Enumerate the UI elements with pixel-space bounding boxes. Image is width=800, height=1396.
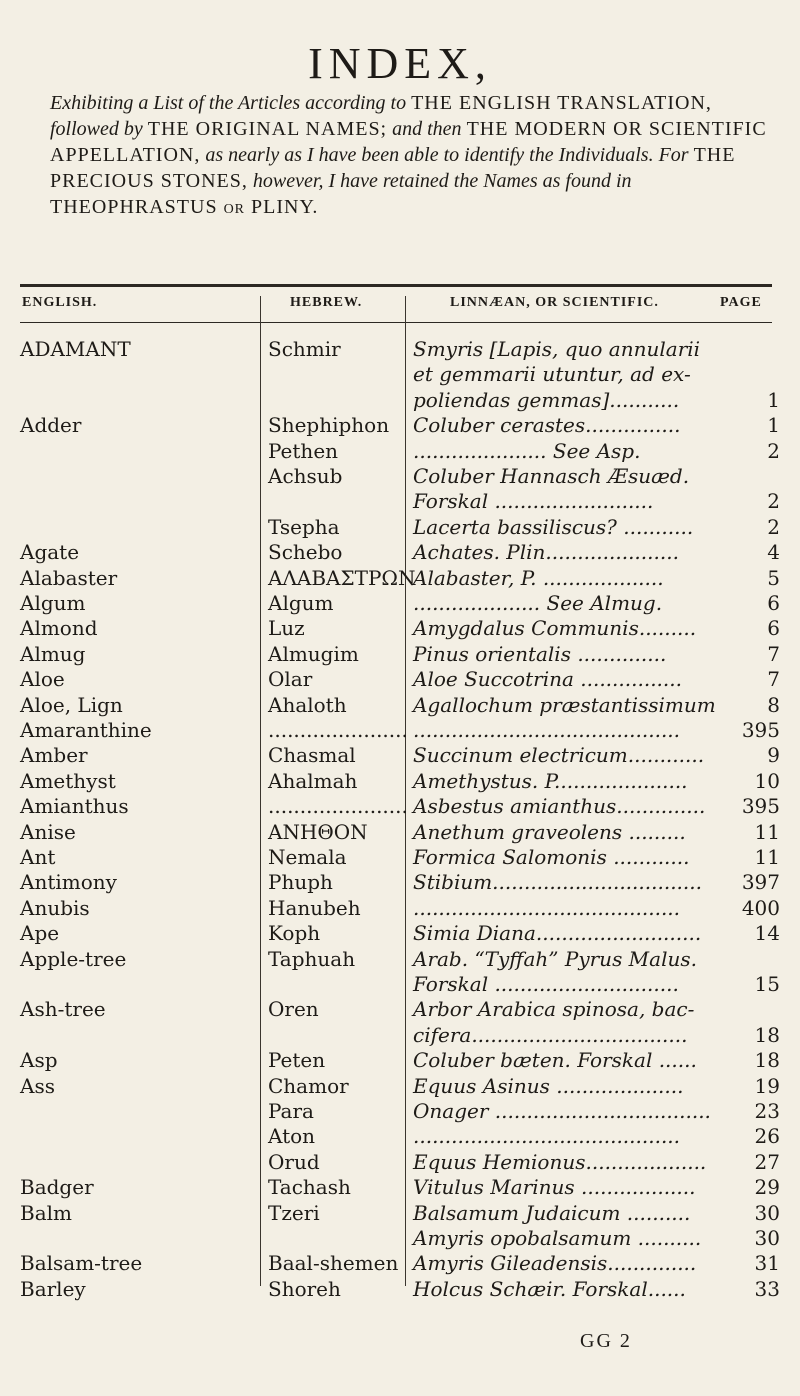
linnaean-cell: Simia Diana.......................... (413, 921, 702, 946)
intro-original: THE ORIGINAL NAMES; (147, 118, 388, 140)
page-cell: 27 (754, 1149, 780, 1174)
page-cell: 15 (754, 972, 780, 996)
linnaean-cell: Amethystus. P..................... (413, 768, 688, 793)
linnaean-cell: Amyris opobalsamum .......... (413, 1226, 702, 1250)
table-row (0, 1123, 800, 1149)
table-row (0, 742, 800, 768)
linnaean-cell: Coluber Hannasch Æsuæd. (413, 464, 690, 488)
page-cell: 2 (767, 438, 780, 463)
english-cell: Alabaster (20, 565, 118, 590)
linnaean-cell: Onager .................................. (413, 1099, 711, 1123)
page-cell: 31 (754, 1251, 780, 1276)
table-row (0, 819, 800, 845)
hebrew-cell: Tsepha (268, 514, 340, 539)
linnaean-cell: Pinus orientalis .............. (413, 641, 667, 666)
hebrew-cell: Achsub (268, 464, 343, 488)
intro-part-1: Exhibiting a List of the Articles according to (50, 92, 412, 114)
hebrew-cell: ...................... (268, 718, 408, 742)
linnaean-cell: Alabaster, P. ................... (413, 565, 664, 590)
english-cell: Balsam-tree (20, 1251, 143, 1276)
header-linnaean: LINNÆAN, OR SCIENTIFIC. (450, 295, 659, 310)
intro-precious: THE PRECIOUS STONES, (50, 144, 736, 192)
english-cell: Barley (20, 1276, 86, 1301)
page-cell: 30 (754, 1200, 780, 1225)
table-row (0, 641, 800, 667)
english-cell: Balm (20, 1200, 72, 1225)
hebrew-cell: Chamor (268, 1073, 349, 1098)
page-cell: 395 (741, 718, 780, 742)
table-row (0, 717, 800, 743)
page-cell: 2 (767, 489, 780, 514)
table-row (0, 336, 800, 362)
intro-english: THE ENGLISH TRANSLATION, (411, 92, 712, 114)
hebrew-cell: Baal-shemen (268, 1251, 399, 1276)
hebrew-cell: Oren (268, 997, 319, 1022)
hebrew-cell: Koph (268, 921, 321, 946)
hebrew-cell: Ahalmah (268, 768, 358, 793)
hebrew-cell: Para (268, 1099, 314, 1123)
linnaean-cell: Vitulus Marinus .................. (413, 1175, 696, 1200)
table-row (0, 539, 800, 565)
page-cell: 23 (754, 1099, 780, 1123)
header-page: PAGE (720, 295, 762, 310)
page-cell: 10 (754, 768, 780, 793)
hebrew-cell: Orud (268, 1149, 320, 1174)
hebrew-cell: ΑΝΗΘΟΝ (268, 819, 368, 844)
english-cell: Ape (20, 921, 60, 946)
page-cell: 395 (741, 794, 780, 819)
english-cell: Almond (20, 616, 98, 641)
hebrew-cell: Shoreh (268, 1276, 341, 1301)
english-cell: Amber (20, 743, 88, 768)
linnaean-cell: Stibium................................. (413, 870, 702, 895)
linnaean-cell: Balsamum Judaicum .......... (413, 1200, 691, 1225)
hebrew-cell: Tzeri (268, 1200, 320, 1225)
linnaean-cell: poliendas gemmas]........... (413, 387, 680, 412)
linnaean-cell: Agallochum præstantissimum (413, 692, 716, 717)
linnaean-cell: Forskal ............................. (413, 972, 679, 996)
hebrew-cell: Phuph (268, 870, 333, 895)
hebrew-cell: Peten (268, 1048, 326, 1073)
english-cell: Almug (20, 641, 86, 666)
signature-mark: GG 2 (580, 1330, 632, 1352)
page-cell: 2 (767, 514, 780, 539)
table-row (0, 946, 800, 972)
english-cell: ADAMANT (20, 337, 131, 361)
english-cell: Ass (20, 1073, 55, 1098)
page-title: INDEX, (308, 39, 492, 88)
page-cell: 6 (767, 591, 780, 615)
linnaean-cell: Equus Asinus .................... (413, 1073, 684, 1098)
hebrew-cell: Chasmal (268, 743, 356, 768)
linnaean-cell: Succinum electricum............ (413, 743, 705, 768)
table-row (0, 488, 800, 514)
page-cell: 1 (767, 387, 780, 412)
intro-part-3: and then (387, 118, 467, 140)
hebrew-cell: ΑΛΑΒΑΣΤΡΩΝ (268, 565, 416, 590)
linnaean-cell: Arab. “Tyffah” Pyrus Malus. (413, 946, 697, 971)
table-row (0, 920, 800, 946)
english-cell: Adder (20, 413, 82, 438)
linnaean-cell: .......................................... (413, 895, 681, 920)
linnaean-cell: Forskal ......................... (413, 489, 654, 514)
intro-part-4: as nearly as I have been able to identify the Individuals. For (200, 144, 694, 166)
english-cell: Amethyst (20, 768, 116, 793)
table-row (0, 565, 800, 591)
table-row (0, 971, 800, 997)
page-cell: 6 (767, 616, 780, 641)
intro-paragraph (50, 90, 770, 220)
table-row (0, 1047, 800, 1073)
linnaean-cell: Formica Salomonis ............ (413, 845, 690, 869)
table-row (0, 514, 800, 540)
linnaean-cell: cifera.................................. (413, 1022, 688, 1047)
english-cell: Anubis (20, 895, 90, 920)
page-cell: 397 (741, 870, 780, 895)
linnaean-cell: .......................................... (413, 1124, 681, 1149)
page-cell: 5 (767, 565, 780, 590)
table-row (0, 412, 800, 438)
hebrew-cell: Taphuah (268, 946, 356, 971)
page-cell: 11 (754, 845, 780, 869)
page-cell: 30 (754, 1226, 780, 1250)
hebrew-cell: Shephiphon (268, 413, 390, 438)
english-cell: Ash-tree (20, 997, 106, 1022)
header-rule-bottom (20, 322, 772, 323)
english-cell: Agate (20, 540, 80, 565)
hebrew-cell: Aton (268, 1124, 316, 1149)
hebrew-cell: Pethen (268, 438, 339, 463)
table-row (0, 361, 800, 387)
page-cell: 26 (754, 1124, 780, 1149)
linnaean-cell: Amygdalus Communis......... (413, 616, 697, 641)
intro-part-2: followed by (50, 118, 148, 140)
table-row (0, 895, 800, 921)
table-row (0, 692, 800, 718)
header-rule-top (20, 284, 772, 287)
hebrew-cell: Ahaloth (268, 692, 347, 717)
table-row (0, 590, 800, 616)
hebrew-cell: Schmir (268, 337, 341, 361)
table-row (0, 387, 800, 413)
english-cell: Badger (20, 1175, 94, 1200)
hebrew-cell: Olar (268, 667, 313, 692)
table-row (0, 1200, 800, 1226)
hebrew-cell: Algum (268, 591, 334, 615)
table-row (0, 1276, 800, 1302)
page-cell: 18 (754, 1022, 780, 1047)
page-cell: 11 (754, 819, 780, 844)
linnaean-cell: Achates. Plin..................... (413, 540, 679, 565)
linnaean-cell: et gemmarii utuntur, ad ex- (413, 362, 691, 387)
table-row (0, 1073, 800, 1099)
english-cell: Amianthus (20, 794, 129, 819)
table-row (0, 1022, 800, 1048)
linnaean-cell: Coluber cerastes............... (413, 413, 681, 438)
page-cell: 19 (754, 1073, 780, 1098)
linnaean-cell: Amyris Gileadensis.............. (413, 1251, 697, 1276)
hebrew-cell: Almugim (268, 641, 359, 666)
hebrew-cell: Schebo (268, 540, 343, 565)
table-row (0, 1149, 800, 1175)
header-english: ENGLISH. (22, 295, 98, 310)
english-cell: Asp (20, 1048, 58, 1073)
table-row (0, 438, 800, 464)
linnaean-cell: Arbor Arabica spinosa, bac- (413, 997, 695, 1022)
page-cell: 29 (754, 1175, 780, 1200)
page-cell: 33 (754, 1276, 780, 1301)
table-row (0, 793, 800, 819)
linnaean-cell: .......................................... (413, 718, 681, 742)
page-cell: 9 (767, 743, 780, 768)
english-cell: Aloe, Lign (20, 692, 123, 717)
english-cell: Algum (20, 591, 86, 615)
page-cell: 7 (767, 641, 780, 666)
hebrew-cell: Luz (268, 616, 305, 641)
page-cell: 400 (741, 895, 780, 920)
linnaean-cell: Holcus Schæir. Forskal...... (413, 1276, 686, 1301)
intro-part-5: however, I have retained the Names as found in (247, 170, 632, 192)
linnaean-cell: Asbestus amianthus.............. (413, 794, 706, 819)
hebrew-cell: ...................... (268, 794, 408, 819)
page-cell: 18 (754, 1048, 780, 1073)
intro-theophrastus: THEOPHRASTUS or PLINY. (50, 196, 319, 218)
page-cell: 14 (754, 921, 780, 946)
hebrew-cell: Tachash (268, 1175, 351, 1200)
table-row (0, 1225, 800, 1251)
page-cell: 7 (767, 667, 780, 692)
linnaean-cell: Lacerta bassiliscus? ........... (413, 514, 694, 539)
english-cell: Aloe (20, 667, 65, 692)
linnaean-cell: Equus Hemionus................... (413, 1149, 707, 1174)
linnaean-cell: ..................... See Asp. (413, 438, 641, 463)
english-cell: Ant (20, 845, 56, 869)
page-cell: 8 (767, 692, 780, 717)
page-cell: 1 (767, 413, 780, 438)
hebrew-cell: Nemala (268, 845, 347, 869)
english-cell: Apple-tree (20, 946, 127, 971)
english-cell: Antimony (20, 870, 117, 895)
english-cell: Anise (20, 819, 76, 844)
linnaean-cell: .................... See Almug. (413, 591, 663, 615)
intro-modern: THE MODERN OR SCIENTIFIC APPELLATION, (50, 118, 767, 166)
table-row (0, 768, 800, 794)
english-cell: Amaranthine (20, 718, 152, 742)
table-row (0, 463, 800, 489)
header-hebrew: HEBREW. (290, 295, 363, 310)
table-row (0, 666, 800, 692)
hebrew-cell: Hanubeh (268, 895, 361, 920)
linnaean-cell: Aloe Succotrina ................ (413, 667, 682, 692)
table-row (0, 615, 800, 641)
linnaean-cell: Coluber bæten. Forskal ...... (413, 1048, 697, 1073)
table-row (0, 1098, 800, 1124)
table-row (0, 844, 800, 870)
table-row (0, 996, 800, 1022)
linnaean-cell: Smyris [Lapis, quo annularii (413, 337, 701, 361)
table-row (0, 1174, 800, 1200)
table-row (0, 869, 800, 895)
table-row (0, 1250, 800, 1276)
page-cell: 4 (767, 540, 780, 565)
linnaean-cell: Anethum graveolens ......... (413, 819, 686, 844)
